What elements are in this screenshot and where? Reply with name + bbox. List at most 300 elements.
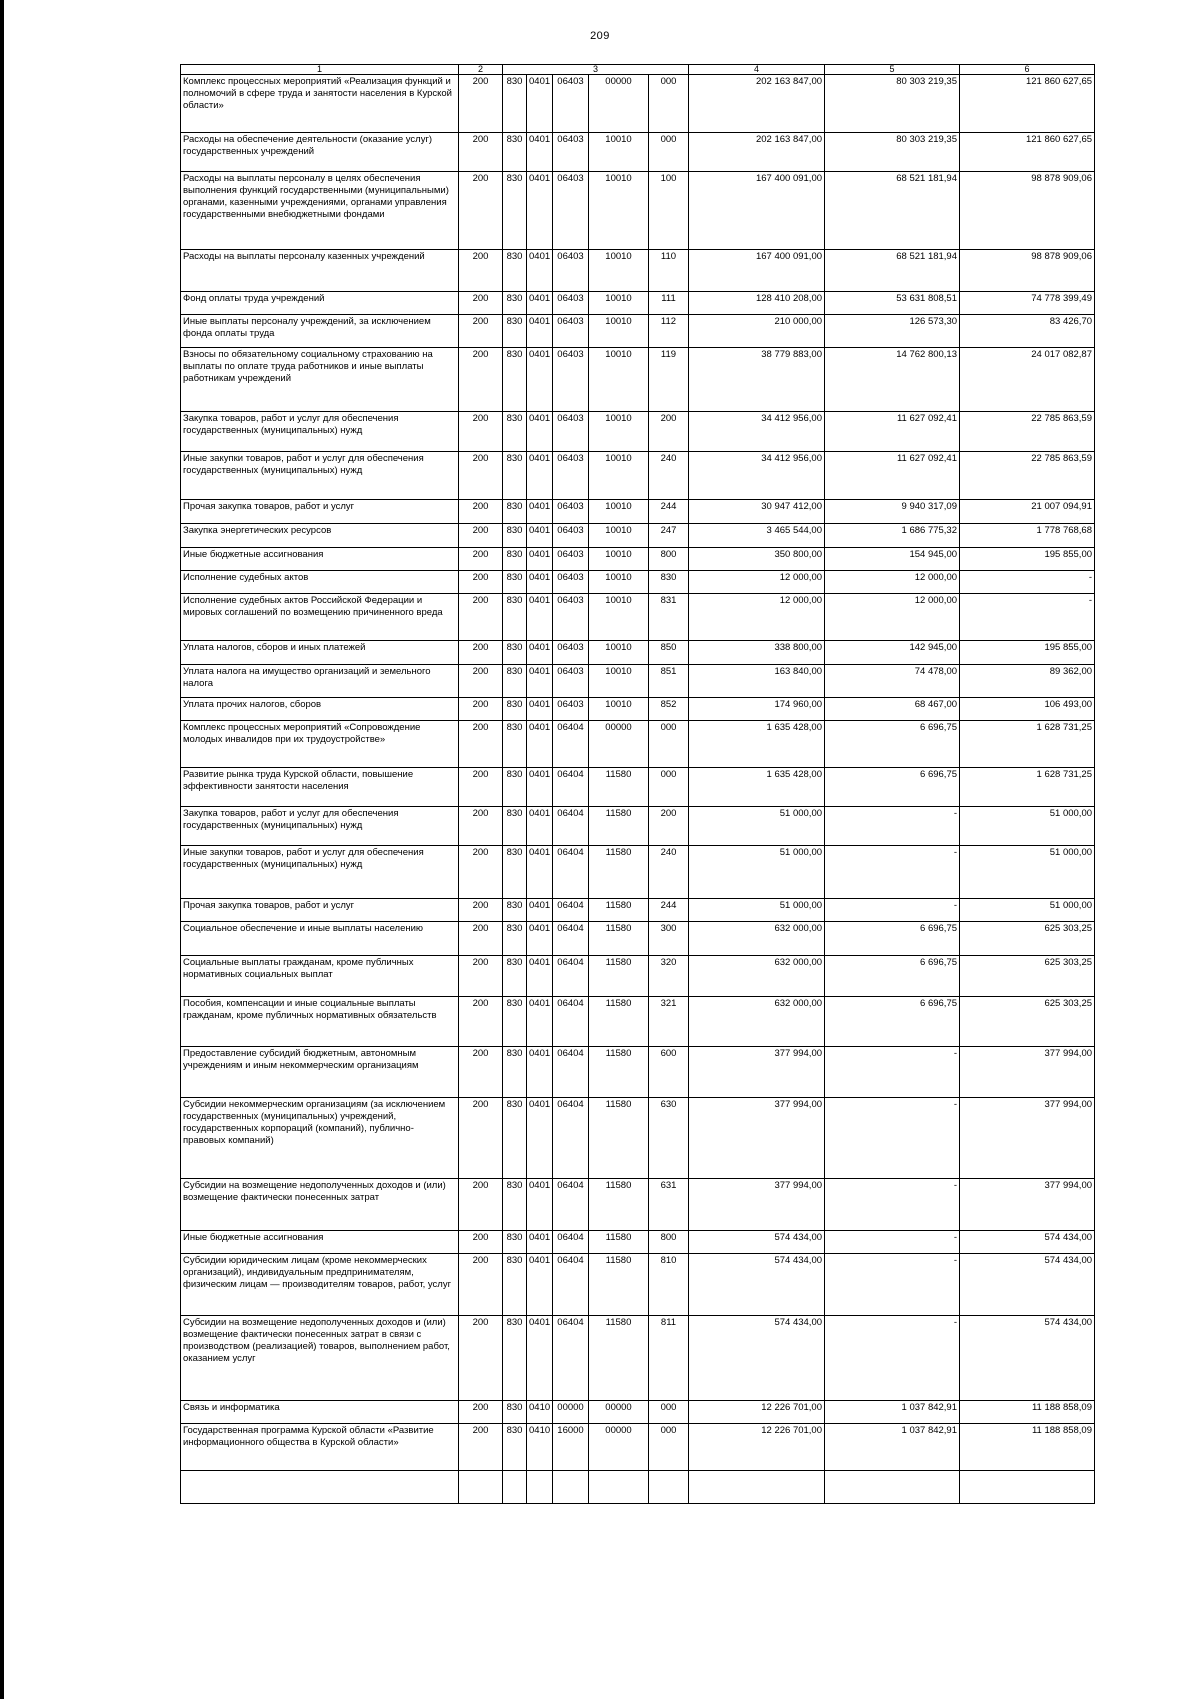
cell-admin: 200 bbox=[459, 250, 503, 292]
cell-admin: 200 bbox=[459, 500, 503, 524]
cell-gr: 830 bbox=[503, 1098, 527, 1179]
cell-admin: 200 bbox=[459, 665, 503, 698]
cell-v6: 22 785 863,59 bbox=[960, 452, 1095, 500]
cell-sect: 0401 bbox=[527, 1047, 553, 1098]
cell-dir: 11580 bbox=[589, 956, 649, 997]
cell-sect: 0401 bbox=[527, 1179, 553, 1231]
cell-dir: 11580 bbox=[589, 1179, 649, 1231]
cell-admin: 200 bbox=[459, 899, 503, 922]
cell-v4: 3 465 544,00 bbox=[689, 524, 825, 548]
cell-gr: 830 bbox=[503, 665, 527, 698]
cell-dir: 10010 bbox=[589, 665, 649, 698]
cell-gr: 830 bbox=[503, 997, 527, 1047]
cell-admin: 200 bbox=[459, 1401, 503, 1424]
cell-v6: - bbox=[960, 594, 1095, 641]
cell-prog: 06404 bbox=[553, 1098, 589, 1179]
cell-dir: 11580 bbox=[589, 846, 649, 899]
cell-kind: 200 bbox=[649, 807, 689, 846]
cell-kind: 300 bbox=[649, 922, 689, 956]
cell-v4: 167 400 091,00 bbox=[689, 172, 825, 250]
table-row bbox=[181, 548, 1095, 571]
cell-sect: 0401 bbox=[527, 412, 553, 452]
cell-v6: 83 426,70 bbox=[960, 315, 1095, 348]
cell-prog: 06403 bbox=[553, 452, 589, 500]
cell-dir: 11580 bbox=[589, 1254, 649, 1316]
cell-sect: 0401 bbox=[527, 594, 553, 641]
cell-sect: 0401 bbox=[527, 1316, 553, 1401]
cell-v6: 1 628 731,25 bbox=[960, 768, 1095, 807]
cell-v6: 106 493,00 bbox=[960, 698, 1095, 721]
cell-kind: 800 bbox=[649, 1231, 689, 1254]
cell-v5: 74 478,00 bbox=[825, 665, 960, 698]
cell-gr: 830 bbox=[503, 452, 527, 500]
cell-v5: - bbox=[825, 1179, 960, 1231]
cell-sect: 0401 bbox=[527, 721, 553, 768]
cell-dir: 11580 bbox=[589, 997, 649, 1047]
cell-v4: 12 226 701,00 bbox=[689, 1401, 825, 1424]
cell-v6: 1 778 768,68 bbox=[960, 524, 1095, 548]
table-row bbox=[181, 922, 1095, 956]
cell-gr: 830 bbox=[503, 315, 527, 348]
cell-v5: 68 521 181,94 bbox=[825, 250, 960, 292]
table-row bbox=[181, 997, 1095, 1047]
cell-v6: 195 855,00 bbox=[960, 641, 1095, 665]
cell-prog: 06404 bbox=[553, 1179, 589, 1231]
table-row bbox=[181, 1401, 1095, 1424]
cell-gr: 830 bbox=[503, 348, 527, 412]
cell-admin: 200 bbox=[459, 348, 503, 412]
cell-name: Закупка товаров, работ и услуг для обеспечения государственных (муниципальных) нужд bbox=[181, 807, 459, 846]
cell-dir: 10010 bbox=[589, 594, 649, 641]
cell-kind: 320 bbox=[649, 956, 689, 997]
cell-admin: 200 bbox=[459, 315, 503, 348]
cell-dir: 11580 bbox=[589, 899, 649, 922]
cell-name: Исполнение судебных актов bbox=[181, 571, 459, 594]
cell-v4: 377 994,00 bbox=[689, 1098, 825, 1179]
cell-kind: 851 bbox=[649, 665, 689, 698]
table-row bbox=[181, 665, 1095, 698]
cell-name: Социальные выплаты гражданам, кроме публичных нормативных социальных выплат bbox=[181, 956, 459, 997]
cell-gr: 830 bbox=[503, 594, 527, 641]
cell-v5: - bbox=[825, 899, 960, 922]
cell-prog: 16000 bbox=[553, 1424, 589, 1471]
cell-admin: 200 bbox=[459, 768, 503, 807]
cell-prog: 06403 bbox=[553, 412, 589, 452]
cell-v5: - bbox=[825, 1047, 960, 1098]
cell-v6: 195 855,00 bbox=[960, 548, 1095, 571]
cell-admin: 200 bbox=[459, 641, 503, 665]
cell-dir: 11580 bbox=[589, 1047, 649, 1098]
table-row bbox=[181, 807, 1095, 846]
cell-gr: 830 bbox=[503, 641, 527, 665]
cell-admin: 200 bbox=[459, 1231, 503, 1254]
cell-gr: 830 bbox=[503, 698, 527, 721]
cell-dir: 10010 bbox=[589, 548, 649, 571]
cell-dir: 00000 bbox=[589, 721, 649, 768]
cell-v5: 1 037 842,91 bbox=[825, 1424, 960, 1471]
table-row bbox=[181, 1098, 1095, 1179]
cell-sect: 0401 bbox=[527, 956, 553, 997]
cell-v6: 11 188 858,09 bbox=[960, 1424, 1095, 1471]
cell-prog: 06403 bbox=[553, 698, 589, 721]
cell-v4: 632 000,00 bbox=[689, 922, 825, 956]
cell-sect: 0401 bbox=[527, 133, 553, 172]
cell-name: Уплата прочих налогов, сборов bbox=[181, 698, 459, 721]
table-row bbox=[181, 899, 1095, 922]
cell-v5: 6 696,75 bbox=[825, 768, 960, 807]
cell-kind: 630 bbox=[649, 1098, 689, 1179]
cell-kind: 811 bbox=[649, 1316, 689, 1401]
cell-admin: 200 bbox=[459, 594, 503, 641]
cell-prog: 06404 bbox=[553, 1047, 589, 1098]
cell-v4: 1 635 428,00 bbox=[689, 721, 825, 768]
table-row bbox=[181, 1231, 1095, 1254]
cell-admin: 200 bbox=[459, 133, 503, 172]
cell-admin: 200 bbox=[459, 721, 503, 768]
cell-v4: 338 800,00 bbox=[689, 641, 825, 665]
page-number: 209 bbox=[590, 30, 610, 42]
header-col-5: 5 bbox=[825, 65, 960, 75]
table-row bbox=[181, 1047, 1095, 1098]
cell-kind: 810 bbox=[649, 1254, 689, 1316]
cell-name: Исполнение судебных актов Российской Федерации и мировых соглашений по возмещению причиненного вреда bbox=[181, 594, 459, 641]
cell-kind: 247 bbox=[649, 524, 689, 548]
cell-v5: 9 940 317,09 bbox=[825, 500, 960, 524]
cell-prog: 06403 bbox=[553, 250, 589, 292]
cell-gr: 830 bbox=[503, 1424, 527, 1471]
cell-admin: 200 bbox=[459, 922, 503, 956]
cell-admin: 200 bbox=[459, 997, 503, 1047]
cell-gr: 830 bbox=[503, 1254, 527, 1316]
cell-v5: - bbox=[825, 1316, 960, 1401]
cell-admin: 200 bbox=[459, 807, 503, 846]
cell-v4: 632 000,00 bbox=[689, 956, 825, 997]
cell-v5: 126 573,30 bbox=[825, 315, 960, 348]
cell-admin: 200 bbox=[459, 548, 503, 571]
table-row bbox=[181, 250, 1095, 292]
cell-prog: 06404 bbox=[553, 899, 589, 922]
cell-sect: 0401 bbox=[527, 1254, 553, 1316]
cell-kind: 631 bbox=[649, 1179, 689, 1231]
cell-v4: 574 434,00 bbox=[689, 1254, 825, 1316]
cell-v6: 625 303,25 bbox=[960, 956, 1095, 997]
cell-v4: 12 000,00 bbox=[689, 594, 825, 641]
cell-v6: 625 303,25 bbox=[960, 997, 1095, 1047]
cell-prog: 06403 bbox=[553, 292, 589, 315]
cell-admin: 200 bbox=[459, 1316, 503, 1401]
cell-gr: 830 bbox=[503, 768, 527, 807]
cell-prog: 06404 bbox=[553, 1316, 589, 1401]
cell-v5: - bbox=[825, 846, 960, 899]
cell-v4: 163 840,00 bbox=[689, 665, 825, 698]
cell-kind: 100 bbox=[649, 172, 689, 250]
cell-v6: 21 007 094,91 bbox=[960, 500, 1095, 524]
cell-v6: 574 434,00 bbox=[960, 1316, 1095, 1401]
cell-v5: 11 627 092,41 bbox=[825, 452, 960, 500]
cell-v6: 377 994,00 bbox=[960, 1179, 1095, 1231]
cell-v5: 1 686 775,32 bbox=[825, 524, 960, 548]
cell-dir: 10010 bbox=[589, 250, 649, 292]
cell-name: Расходы на обеспечение деятельности (оказание услуг) государственных учреждений bbox=[181, 133, 459, 172]
cell-v4: 51 000,00 bbox=[689, 899, 825, 922]
cell-v5: 6 696,75 bbox=[825, 721, 960, 768]
cell-sect: 0401 bbox=[527, 698, 553, 721]
cell-kind: 000 bbox=[649, 75, 689, 133]
cell-kind: 110 bbox=[649, 250, 689, 292]
table-row bbox=[181, 1316, 1095, 1401]
cell-v5: 68 521 181,94 bbox=[825, 172, 960, 250]
cell-admin: 200 bbox=[459, 292, 503, 315]
cell-name: Субсидии юридическим лицам (кроме некоммерческих организаций), индивидуальным предпринимателям, физическим лицам — производителям товаров, работ, услуг bbox=[181, 1254, 459, 1316]
cell-sect: 0401 bbox=[527, 922, 553, 956]
cell-dir: 00000 bbox=[589, 75, 649, 133]
cell-v6: 51 000,00 bbox=[960, 807, 1095, 846]
header-col-2: 2 bbox=[459, 65, 503, 75]
cell-name: Комплекс процессных мероприятий «Сопровождение молодых инвалидов при их трудоустройстве» bbox=[181, 721, 459, 768]
cell-dir: 11580 bbox=[589, 922, 649, 956]
cell-v6: 98 878 909,06 bbox=[960, 172, 1095, 250]
cell-sect: 0401 bbox=[527, 641, 553, 665]
cell-prog: 06403 bbox=[553, 571, 589, 594]
cell-name: Взносы по обязательному социальному страхованию на выплаты по оплате труда работников и иные выплаты работникам учреждений bbox=[181, 348, 459, 412]
cell-name: Иные закупки товаров, работ и услуг для обеспечения государственных (муниципальных) нужд bbox=[181, 846, 459, 899]
cell-dir: 10010 bbox=[589, 524, 649, 548]
budget-table bbox=[180, 64, 1095, 1504]
cell-name: Расходы на выплаты персоналу казенных учреждений bbox=[181, 250, 459, 292]
table-row bbox=[181, 75, 1095, 133]
cell-kind: 000 bbox=[649, 721, 689, 768]
cell-sect: 0401 bbox=[527, 452, 553, 500]
cell-kind: 244 bbox=[649, 899, 689, 922]
cell-name: Иные бюджетные ассигнования bbox=[181, 1231, 459, 1254]
cell-name: Пособия, компенсации и иные социальные выплаты гражданам, кроме публичных нормативных обязательств bbox=[181, 997, 459, 1047]
cell-v5: 11 627 092,41 bbox=[825, 412, 960, 452]
cell-gr: 830 bbox=[503, 922, 527, 956]
cell-prog: 06404 bbox=[553, 1254, 589, 1316]
cell-name: Закупка энергетических ресурсов bbox=[181, 524, 459, 548]
table-row bbox=[181, 698, 1095, 721]
cell-v4: 377 994,00 bbox=[689, 1179, 825, 1231]
cell-v5: 12 000,00 bbox=[825, 571, 960, 594]
cell-admin: 200 bbox=[459, 1098, 503, 1179]
cell-name: Субсидии некоммерческим организациям (за исключением государственных (муниципальных) учреждений, государственных корпораций (компаний), публично-правовых компаний) bbox=[181, 1098, 459, 1179]
cell-prog: 06403 bbox=[553, 172, 589, 250]
cell-kind: 240 bbox=[649, 452, 689, 500]
cell-v5: 1 037 842,91 bbox=[825, 1401, 960, 1424]
cell-gr: 830 bbox=[503, 807, 527, 846]
cell-gr: 830 bbox=[503, 250, 527, 292]
cell-v6: 625 303,25 bbox=[960, 922, 1095, 956]
cell-admin: 200 bbox=[459, 571, 503, 594]
cell-sect: 0401 bbox=[527, 807, 553, 846]
cell-prog: 00000 bbox=[553, 1401, 589, 1424]
cell-prog: 06404 bbox=[553, 922, 589, 956]
cell-name: Комплекс процессных мероприятий «Реализация функций и полномочий в сфере труда и занятости населения в Курской области» bbox=[181, 75, 459, 133]
cell-v6: 121 860 627,65 bbox=[960, 75, 1095, 133]
cell-v5: 6 696,75 bbox=[825, 922, 960, 956]
cell-sect: 0410 bbox=[527, 1401, 553, 1424]
cell-prog: 06404 bbox=[553, 956, 589, 997]
cell-gr: 830 bbox=[503, 133, 527, 172]
cell-v6: 121 860 627,65 bbox=[960, 133, 1095, 172]
cell-v6: 1 628 731,25 bbox=[960, 721, 1095, 768]
cell-name: Уплата налога на имущество организаций и земельного налога bbox=[181, 665, 459, 698]
cell-v4: 574 434,00 bbox=[689, 1316, 825, 1401]
cell-v5: 80 303 219,35 bbox=[825, 133, 960, 172]
table-row bbox=[181, 172, 1095, 250]
table-row bbox=[181, 452, 1095, 500]
cell-gr: 830 bbox=[503, 1179, 527, 1231]
cell-admin: 200 bbox=[459, 1047, 503, 1098]
cell-name: Иные закупки товаров, работ и услуг для обеспечения государственных (муниципальных) нужд bbox=[181, 452, 459, 500]
cell-dir: 10010 bbox=[589, 500, 649, 524]
cell-sect: 0401 bbox=[527, 1231, 553, 1254]
cell-dir: 10010 bbox=[589, 172, 649, 250]
cell-v6: 98 878 909,06 bbox=[960, 250, 1095, 292]
cell-prog: 06403 bbox=[553, 524, 589, 548]
cell-admin: 200 bbox=[459, 75, 503, 133]
cell-prog: 06404 bbox=[553, 846, 589, 899]
cell-sect: 0401 bbox=[527, 172, 553, 250]
cell-prog: 06403 bbox=[553, 315, 589, 348]
cell-v4: 34 412 956,00 bbox=[689, 412, 825, 452]
header-col-4: 4 bbox=[689, 65, 825, 75]
cell-prog: 06404 bbox=[553, 807, 589, 846]
table-row bbox=[181, 956, 1095, 997]
cell-gr: 830 bbox=[503, 524, 527, 548]
cell-v4: 12 000,00 bbox=[689, 571, 825, 594]
cell-v6: 74 778 399,49 bbox=[960, 292, 1095, 315]
table-row bbox=[181, 348, 1095, 412]
table-row bbox=[181, 721, 1095, 768]
cell-name: Связь и информатика bbox=[181, 1401, 459, 1424]
cell-sect: 0401 bbox=[527, 997, 553, 1047]
cell-name: Субсидии на возмещение недополученных доходов и (или) возмещение фактически понесенных затрат bbox=[181, 1179, 459, 1231]
cell-prog: 06403 bbox=[553, 594, 589, 641]
cell-prog: 06403 bbox=[553, 348, 589, 412]
cell-admin: 200 bbox=[459, 846, 503, 899]
cell-admin: 200 bbox=[459, 698, 503, 721]
cell-kind: 600 bbox=[649, 1047, 689, 1098]
cell-v6: 51 000,00 bbox=[960, 899, 1095, 922]
cell-dir: 11580 bbox=[589, 1316, 649, 1401]
cell-dir: 10010 bbox=[589, 452, 649, 500]
cell-sect: 0401 bbox=[527, 768, 553, 807]
cell-admin: 200 bbox=[459, 452, 503, 500]
cell-kind: 830 bbox=[649, 571, 689, 594]
cell-v4: 574 434,00 bbox=[689, 1231, 825, 1254]
cell-admin: 200 bbox=[459, 1424, 503, 1471]
cell-v5: 6 696,75 bbox=[825, 956, 960, 997]
cell-kind: 244 bbox=[649, 500, 689, 524]
cell-v4: 1 635 428,00 bbox=[689, 768, 825, 807]
cell-sect: 0401 bbox=[527, 250, 553, 292]
cell-v5: 80 303 219,35 bbox=[825, 75, 960, 133]
cell-kind: 852 bbox=[649, 698, 689, 721]
cell-sect: 0401 bbox=[527, 899, 553, 922]
cell-admin: 200 bbox=[459, 172, 503, 250]
table-row bbox=[181, 1254, 1095, 1316]
cell-prog: 06403 bbox=[553, 75, 589, 133]
table-row bbox=[181, 412, 1095, 452]
cell-v6: 89 362,00 bbox=[960, 665, 1095, 698]
cell-v4: 202 163 847,00 bbox=[689, 75, 825, 133]
cell-kind: 119 bbox=[649, 348, 689, 412]
table-row bbox=[181, 524, 1095, 548]
cell-v6: 11 188 858,09 bbox=[960, 1401, 1095, 1424]
cell-v4: 34 412 956,00 bbox=[689, 452, 825, 500]
cell-v4: 210 000,00 bbox=[689, 315, 825, 348]
cell-gr: 830 bbox=[503, 571, 527, 594]
header-col-3: 3 bbox=[503, 65, 689, 75]
cell-v4: 30 947 412,00 bbox=[689, 500, 825, 524]
cell-v4: 51 000,00 bbox=[689, 846, 825, 899]
cell-name: Субсидии на возмещение недополученных доходов и (или) возмещение фактически понесенных затрат в связи с производством (реализацией) товаров, выполнением работ, оказанием услуг bbox=[181, 1316, 459, 1401]
cell-gr: 830 bbox=[503, 1316, 527, 1401]
cell-v6: 24 017 082,87 bbox=[960, 348, 1095, 412]
cell-v6: 22 785 863,59 bbox=[960, 412, 1095, 452]
cell-gr: 830 bbox=[503, 412, 527, 452]
cell-prog: 06403 bbox=[553, 641, 589, 665]
table-row bbox=[181, 500, 1095, 524]
cell-sect: 0401 bbox=[527, 665, 553, 698]
cell-gr: 830 bbox=[503, 500, 527, 524]
cell-v6: 377 994,00 bbox=[960, 1047, 1095, 1098]
cell-v5: 12 000,00 bbox=[825, 594, 960, 641]
cell-dir: 10010 bbox=[589, 292, 649, 315]
cell-gr: 830 bbox=[503, 1047, 527, 1098]
cell-v6: - bbox=[960, 571, 1095, 594]
table-row bbox=[181, 641, 1095, 665]
cell-gr: 830 bbox=[503, 1231, 527, 1254]
cell-kind: 831 bbox=[649, 594, 689, 641]
cell-v5: - bbox=[825, 1254, 960, 1316]
cell-kind: 000 bbox=[649, 133, 689, 172]
cell-prog: 06403 bbox=[553, 133, 589, 172]
cell-name: Расходы на выплаты персоналу в целях обеспечения выполнения функций государственными (муниципальными) органами, казенными учреждениями, органами управления государственными внебюджетными фондами bbox=[181, 172, 459, 250]
cell-sect: 0401 bbox=[527, 500, 553, 524]
cell-admin: 200 bbox=[459, 1179, 503, 1231]
cell-prog: 06404 bbox=[553, 1231, 589, 1254]
cell-gr: 830 bbox=[503, 721, 527, 768]
table-body bbox=[181, 75, 1095, 1471]
cell-prog: 06404 bbox=[553, 721, 589, 768]
cell-v5: 6 696,75 bbox=[825, 997, 960, 1047]
table-row bbox=[181, 768, 1095, 807]
cell-prog: 06403 bbox=[553, 548, 589, 571]
cell-v6: 574 434,00 bbox=[960, 1254, 1095, 1316]
header-row bbox=[181, 65, 1095, 75]
cell-admin: 200 bbox=[459, 524, 503, 548]
cell-kind: 000 bbox=[649, 1424, 689, 1471]
cell-gr: 830 bbox=[503, 846, 527, 899]
cell-sect: 0401 bbox=[527, 292, 553, 315]
cell-admin: 200 bbox=[459, 956, 503, 997]
cell-dir: 11580 bbox=[589, 807, 649, 846]
cell-name: Развитие рынка труда Курской области, повышение эффективности занятости населения bbox=[181, 768, 459, 807]
table-row bbox=[181, 594, 1095, 641]
cell-name: Иные выплаты персоналу учреждений, за исключением фонда оплаты труда bbox=[181, 315, 459, 348]
cell-dir: 10010 bbox=[589, 315, 649, 348]
cell-gr: 830 bbox=[503, 956, 527, 997]
cell-sect: 0401 bbox=[527, 548, 553, 571]
cell-kind: 240 bbox=[649, 846, 689, 899]
cell-v5: 154 945,00 bbox=[825, 548, 960, 571]
cell-dir: 10010 bbox=[589, 698, 649, 721]
cell-prog: 06403 bbox=[553, 500, 589, 524]
cell-sect: 0401 bbox=[527, 75, 553, 133]
table-row bbox=[181, 846, 1095, 899]
